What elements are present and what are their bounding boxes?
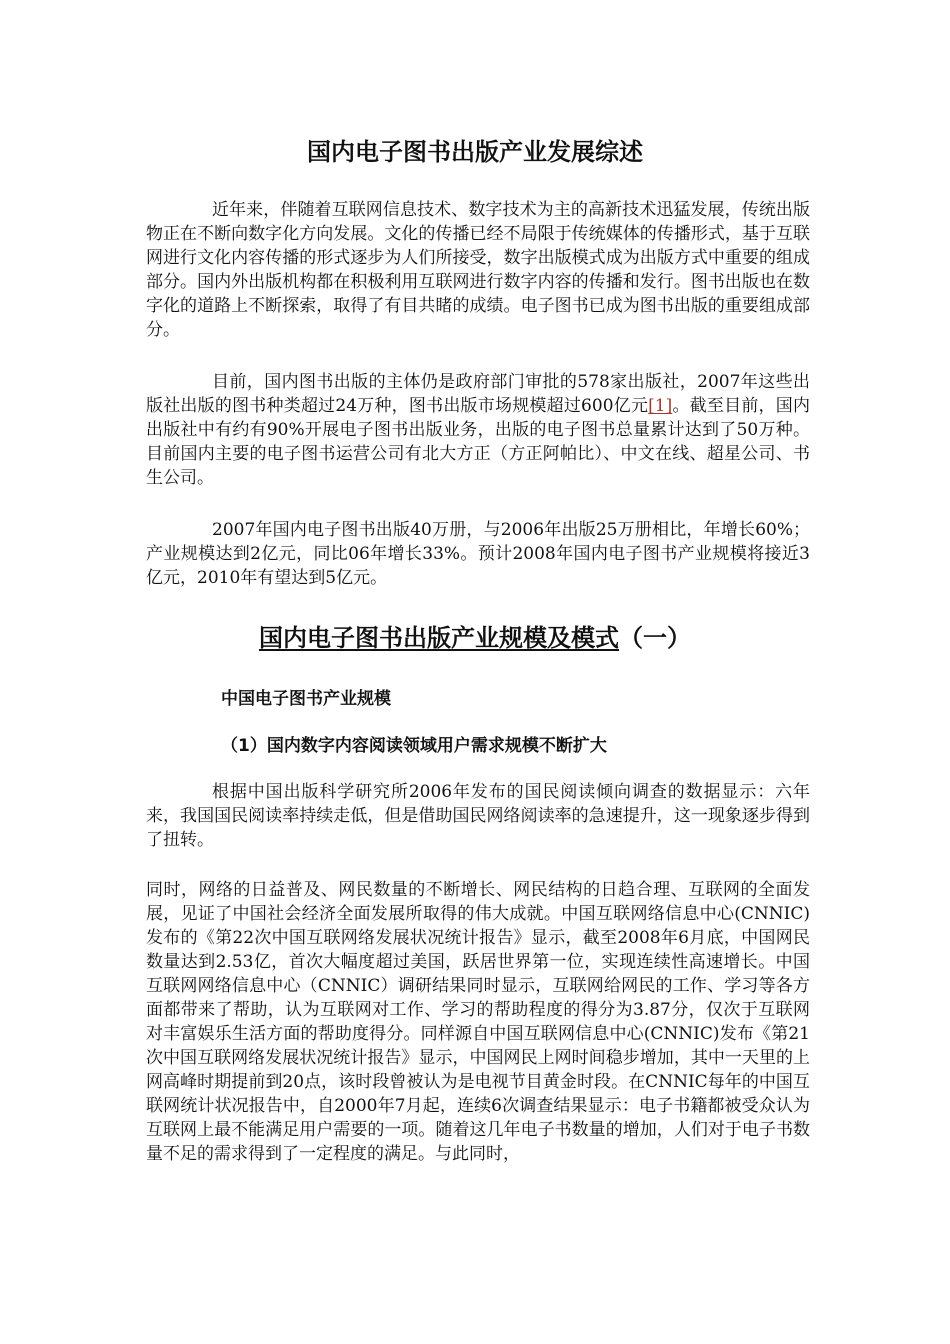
paragraph-publishers: [146, 370, 810, 490]
paragraph-reading-survey: 根据中国出版科学研究所2006年发布的国民阅读倾向调查的数据显示：六年来，我国国民阅读率持续走低，但是借助国民网络阅读率的急速提升，这一现象逐步得到了扭转。: [146, 782, 810, 850]
paragraph-publishers-text-a: 目前，国内图书出版的主体仍是政府部门审批的578家出版社，2007年这些出版社出版的图书种类超过24万种，图书出版市场规模超过600亿元: [146, 372, 810, 416]
subheading-industry-scale: 中国电子图书产业规模: [221, 689, 391, 709]
paragraph-growth: 2007年国内电子图书出版40万册，与2006年出版25万册相比，年增长60%；产业规模达到2亿元，同比06年增长33%。预计2008年国内电子图书产业规模将接近3亿元，2010年有望达到5亿元。: [146, 520, 810, 588]
section-title-main: 国内电子图书出版产业规模及模式: [259, 624, 619, 652]
paragraph-internet-development: 同时，网络的日益普及、网民数量的不断增长、网民结构的日趋合理、互联网的全面发展，见证了中国社会经济全面发展所取得的伟大成就。中国互联网络信息中心(CNNIC)发布的《第22次中国互联网络发展状况统计报告》显示，截至2008年6月底，中国网民数量达到2.53亿，首次大幅度超过美国，跃居世界第一位，实现连续性高速增长。中国互联网网络信息中心（CNNIC）调研结果同时显示，互联网给网民的工作、学习等各方面都带来了帮助，认为互联网对工作、学习的帮助程度的得分为3.87分，仅次于互联网对丰富娱乐生活方面的帮助度得分。同样源自中国互联网信息中心(CNNIC)发布《第21次中国互联网络发展状况统计报告》显示，中国网民上网时间稳步增加，其中一天里的上网高峰时期提前到20点，该时段曾被认为是电视节目黄金时段。在CNNIC每年的中国互联网统计状况报告中，自2000年7月起，连续6次调查结果显示：电子书籍都被受众认为互联网上最不能满足用户需要的一项。随着这几年电子书数量的增加，人们对于电子书数量不足的需求得到了一定程度的满足。与此同时，: [146, 880, 810, 1164]
footnote-ref-link[interactable]: [1]: [648, 396, 673, 416]
section-title: [0, 622, 950, 654]
paragraph-publishers-text-b: 。截至目前，国内出版社中有约有90%开展电子图书出版业务，出版的电子图书总量累计达到了50万种。目前国内主要的电子图书运营公司有北大方正（方正阿帕比）、中文在线、超星公司、书生公司。: [146, 396, 810, 488]
document-title: 国内电子图书出版产业发展综述: [307, 138, 643, 166]
subheading-user-demand: （1）国内数字内容阅读领域用户需求规模不断扩大: [221, 736, 607, 756]
section-title-suffix: （一）: [619, 624, 691, 652]
intro-paragraph: 近年来，伴随着互联网信息技术、数字技术为主的高新技术迅猛发展，传统出版物正在不断向数字化方向发展。文化的传播已经不局限于传统媒体的传播形式，基于互联网进行文化内容传播的形式逐步为人们所接受，数字出版模式成为出版方式中重要的组成部分。国内外出版机构都在积极利用互联网进行数字内容的传播和发行。图书出版也在数字化的道路上不断探索，取得了有目共睹的成绩。电子图书已成为图书出版的重要组成部分。: [146, 200, 810, 340]
